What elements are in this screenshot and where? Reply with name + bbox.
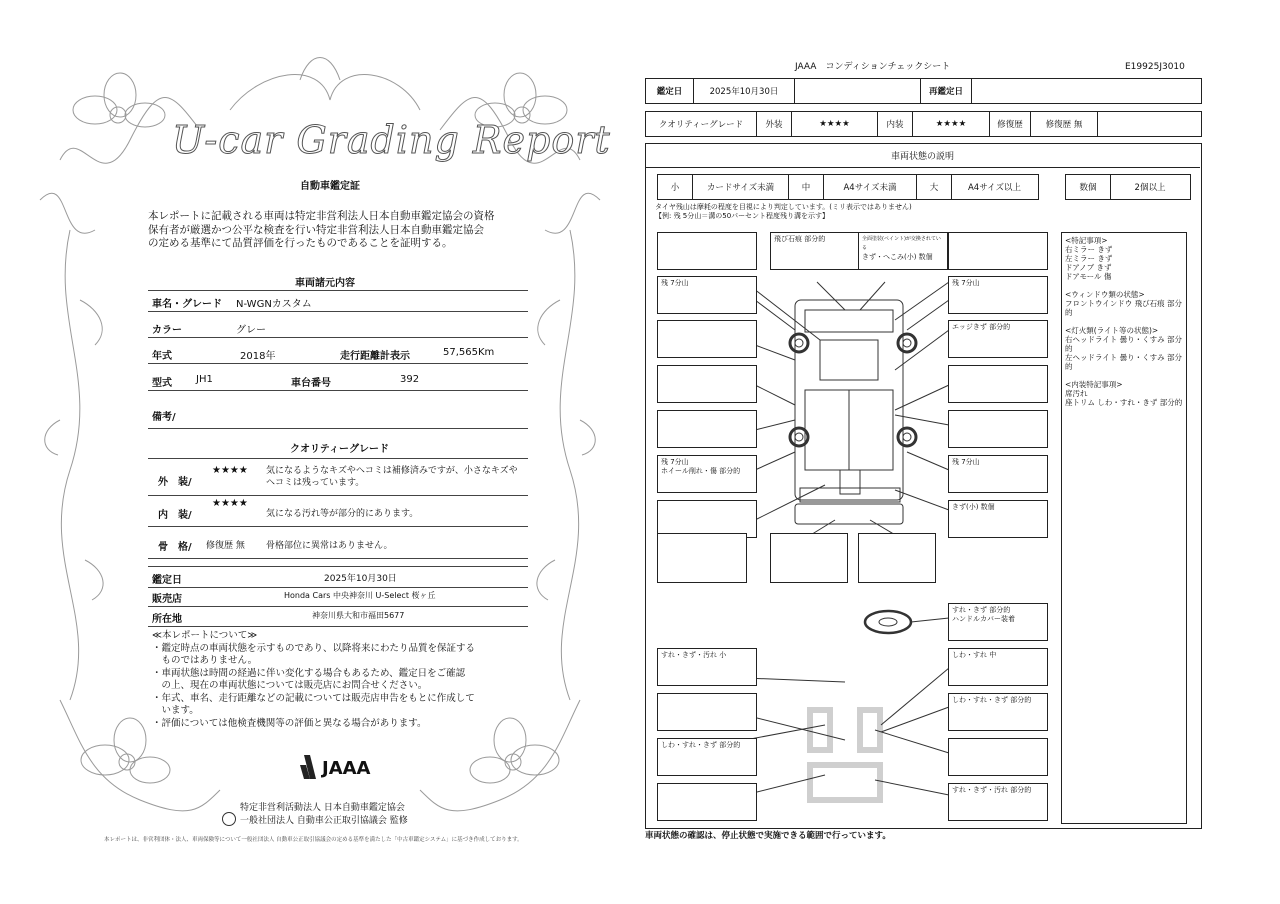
jaaa-logo-text: JAAA [322,758,371,779]
damage-box [948,365,1048,403]
frame-grade-row: 骨 格/ 修復歴 無 骨格部位に異常はありません。 [148,528,528,559]
car-name-row: 車名・グレード N-WGNカスタム [148,290,528,312]
damage-box [657,410,757,448]
damage-box: 全面塗装(ペイント)が交換されている きず・へこみ(小) 数個 [858,232,948,270]
date-bar: 鑑定日 2025年10月30日 再鑑定日 [645,78,1202,104]
damage-box: 残 7分山 [948,276,1048,314]
damage-box [858,533,936,583]
specs-heading: 車両諸元内容 [295,278,355,289]
exterior-grade-row: 外 装/ ★★★★ 気になるようなキズやヘコミは補修済みですが、小さなキズや ヘコミは残っています。 [148,458,528,496]
intro-text: 本レポートに記載される車両は特定非営利法人日本自動車鑑定協会の資格 保有者が厳選かつ公平な検査を行い特定非営利法人日本自動車鑑定協会 の定める基準にて品質評価を行ったものであることを証明する。 [148,210,495,249]
interior-box: すれ・きず・汚れ 小 [657,648,757,686]
sheet-title: JAAA コンディションチェックシート [795,62,951,72]
damage-box [657,533,747,583]
damage-box: きず(小) 数個 [948,500,1048,538]
address-row: 所在地 神奈川県大和市福田5677 [148,606,528,627]
year-row: 年式 2018年 走行距離計表示 57,565Km [148,343,528,364]
sheet-code: E19925J3010 [1125,62,1185,72]
damage-box [657,320,757,358]
steering-note-box: すれ・きず 部分的 ハンドルカバー装着 [948,603,1048,641]
report-title: U-car Grading Report [172,118,611,162]
interior-grade-row: 内 装/ ★★★★ 気になる汚れ等が部分的にあります。 [148,496,528,527]
count-legend: 数個 2個以上 [1065,174,1191,200]
interior-box: すれ・きず・汚れ 部分的 [948,783,1048,821]
tire-note-2: 【例: 残 5分山＝溝の50パーセント程度残り溝を示す】 [655,212,830,220]
jaaa-logo-icon [300,753,320,781]
about-report: ≪本レポートについて≫ ・鑑定時点の車両状態を示すものであり、以降将来にわたり品質を保証する ものではありません。 ・車両状態は時間の経過に伴い変化する場合もあるため、鑑定日をご確認 の上、現在の車両状態については販売店にお問合せください。 ・年式、車名、走行距離などの記載については販売店申告をもとに作成して います。 ・評価については他検査機関等の評価と異なる場合があります。 [152,630,476,729]
condition-heading: 車両状態の説明 [645,143,1200,168]
seal-icon [222,812,236,826]
interior-box [657,693,757,731]
damage-box: 残 7分山 [657,276,757,314]
damage-box [948,232,1048,270]
damage-box: エッジきず 部分的 [948,320,1048,358]
inspection-date-row: 鑑定日 2025年10月30日 [148,566,528,588]
interior-box: しわ・すれ 中 [948,648,1048,686]
quality-bar: クオリティーグレード 外装 ★★★★ 内装 ★★★★ 修復歴 修復歴 無 [645,111,1202,137]
grade-heading: クオリティーグレード [290,444,389,455]
report-subtitle: 自動車鑑定証 [300,181,360,192]
interior-box [657,783,757,821]
model-row: 型式 JH1 車台番号 392 [148,370,528,391]
color-row: カラー グレー [148,317,528,338]
remarks-row: 備考/ [148,398,528,429]
notes-column: <特記事項> 右ミラー きず 左ミラー きず ドアノブ きず ドアモール 傷 <ウィンドウ類の状態> フロントウインドウ 飛び石痕 部分的 <灯火類(ライト等の状態)> 右ヘッドライト 曇り・くすみ 部分的 左ヘッドライト 曇り・くすみ 部分的 <内装特記事項> 席汚れ 座トリム しわ・すれ・きず 部分的 [1061,232,1187,824]
interior-box [948,738,1048,776]
tire-note-1: タイヤ残山は摩耗の程度を目視により判定しています。(ミリ表示ではありません) [655,203,912,211]
interior-box: しわ・すれ・きず 部分的 [657,738,757,776]
damage-box [657,365,757,403]
damage-box [948,410,1048,448]
org-line-2: 一般社団法人 自動車公正取引協議会 監修 [240,816,408,826]
damage-box: 残 7分山 ホイール削れ・傷 部分的 [657,455,757,493]
dealer-row: 販売店 Honda Cars 中央神奈川 U-Select 桜ヶ丘 [148,586,528,607]
footnote: 本レポートは、非営利団体・法人、車両保険等について一般社団法人 自動車公正取引協議会の定める基準を満たした「中古車鑑定システム」に基づき作成しております。 [104,837,523,843]
sheet-footer: 車両状態の確認は、停止状態で実施できる範囲で行っています。 [645,831,891,841]
damage-box: 飛び石痕 部分的 [770,232,870,270]
damage-box: 残 7分山 [948,455,1048,493]
damage-box [770,533,848,583]
interior-box: しわ・すれ・きず 部分的 [948,693,1048,731]
org-line-1: 特定非営利活動法人 日本自動車鑑定協会 [240,803,405,813]
size-legend: 小 カードサイズ未満 中 A4サイズ未満 大 A4サイズ以上 [657,174,1039,200]
damage-box [657,232,757,270]
